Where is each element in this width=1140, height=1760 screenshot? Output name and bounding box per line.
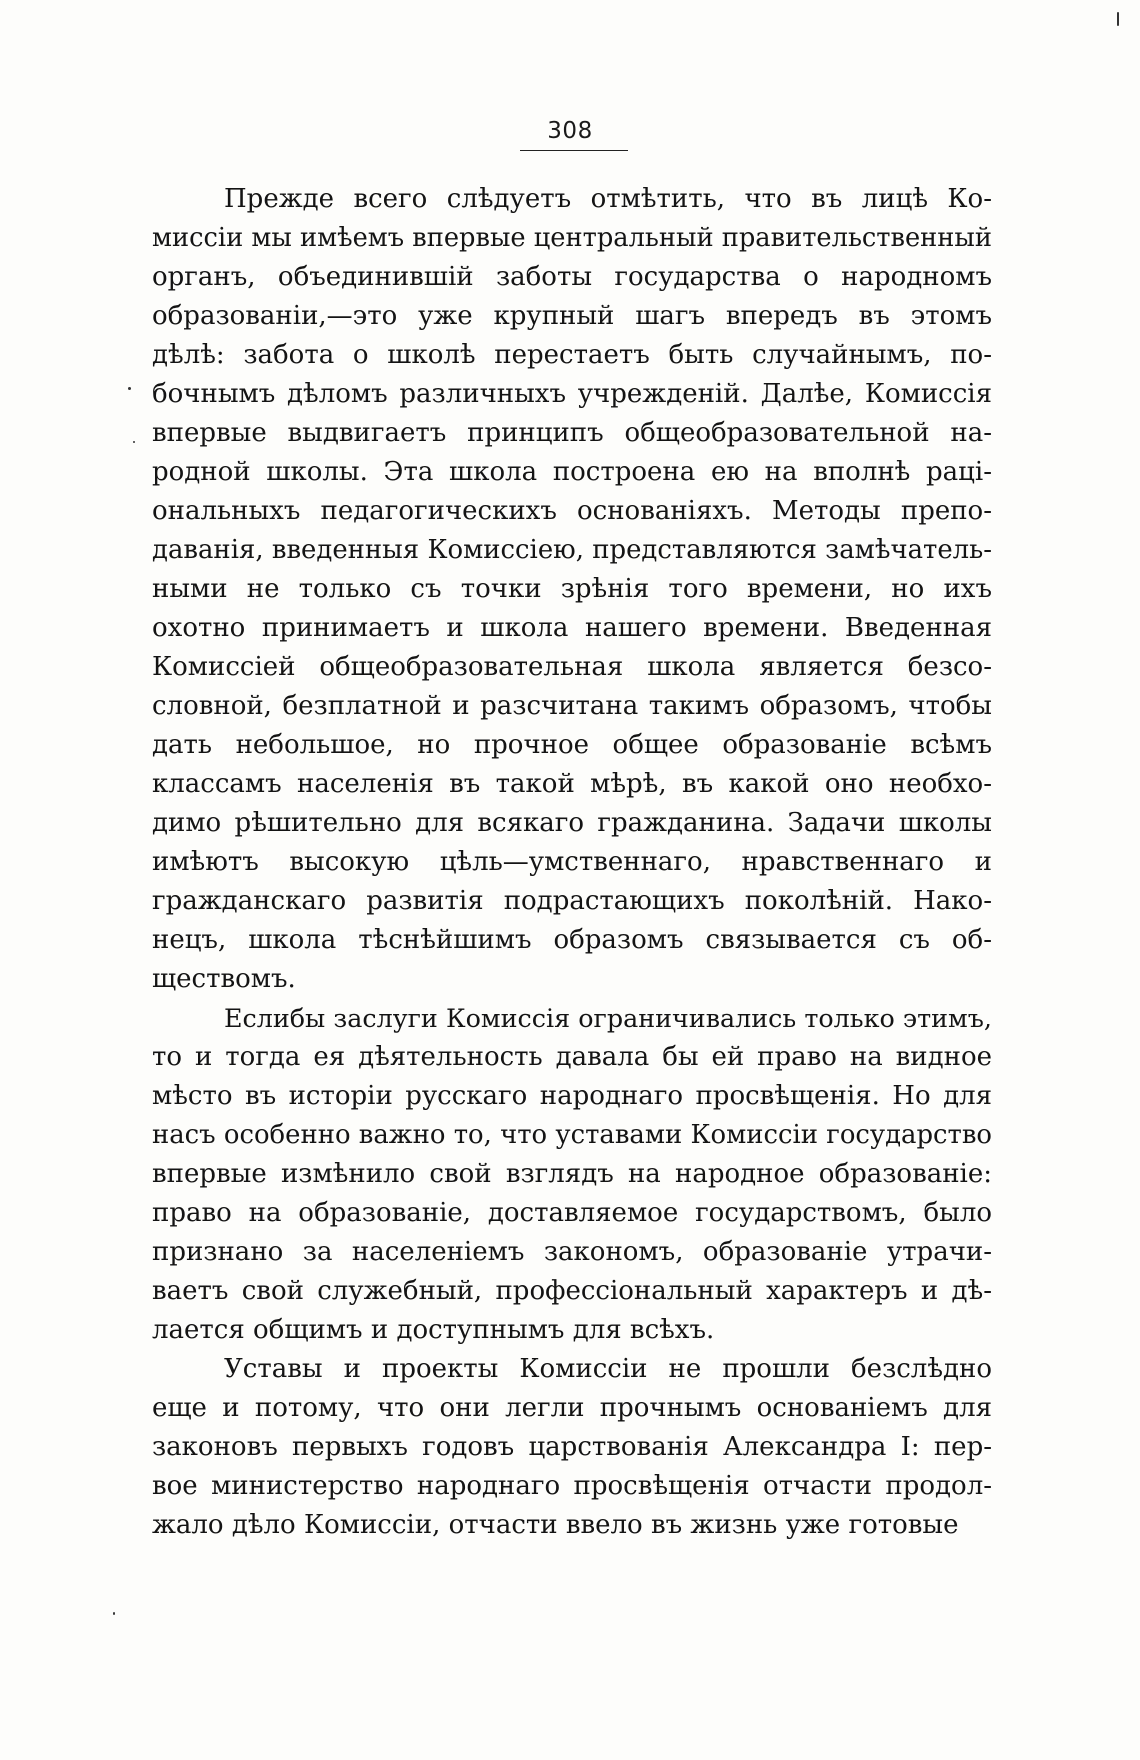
text-line: признано за населеніемъ закономъ, образованіе утрачи- — [152, 1237, 992, 1267]
text-line: димо рѣшительно для всякаго гражданина. Задачи школы — [152, 808, 992, 838]
text-line: ществомъ. — [152, 964, 296, 994]
text-line: охотно принимаетъ и школа нашего времени. Введенная — [152, 613, 992, 643]
text-line: право на образованіе, доставляемое государствомъ, было — [152, 1198, 992, 1228]
text-line: дать небольшое, но прочное общее образованіе всѣмъ — [152, 730, 992, 760]
text-line: ными не только съ точки зрѣнія того времени, но ихъ — [152, 574, 992, 604]
text-line: бочнымъ дѣломъ различныхъ учрежденій. Далѣе, Комиссія — [152, 379, 992, 409]
scan-speck — [133, 441, 135, 443]
text-line: родной школы. Эта школа построена ею на вполнѣ раці- — [152, 457, 992, 487]
text-line: вое министерство народнаго просвѣщенія отчасти продол- — [152, 1471, 992, 1501]
text-line: насъ особенно важно то, что уставами Комиссіи государство — [152, 1120, 992, 1150]
text-line: впервые измѣнило свой взглядъ на народное образованіе: — [152, 1159, 992, 1189]
paragraph — [152, 180, 992, 999]
paragraph — [152, 999, 992, 1350]
text-line: органъ, объединившій заботы государства о народномъ — [152, 262, 992, 292]
text-line: жало дѣло Комиссіи, отчасти ввело въ жизнь уже готовые — [152, 1510, 959, 1540]
text-line: нецъ, школа тѣснѣйшимъ образомъ связывается съ об- — [152, 925, 992, 955]
body-text — [152, 180, 992, 1545]
page-number: 308 — [547, 118, 593, 144]
text-line: классамъ населенія въ такой мѣрѣ, въ какой оно необхо- — [152, 769, 992, 799]
text-line: Уставы и проекты Комиссіи не прошли безслѣдно — [224, 1354, 992, 1384]
text-line: миссіи мы имѣемъ впервые центральный правительственный — [152, 223, 992, 253]
text-line: гражданскаго развитія подрастающихъ поколѣній. Нако- — [152, 886, 992, 916]
text-line: даванія, введенныя Комиссіею, представляются замѣчатель- — [152, 535, 992, 565]
scan-speck — [1117, 12, 1119, 26]
text-line: дѣлѣ: забота о школѣ перестаетъ быть случайнымъ, по- — [152, 340, 992, 370]
text-line: впервые выдвигаетъ принципъ общеобразовательной на- — [152, 418, 992, 448]
text-line: ваетъ свой служебный, профессіональный характеръ и дѣ- — [152, 1276, 992, 1306]
text-line: образованіи,—это уже крупный шагъ впередъ въ этомъ — [152, 301, 992, 331]
text-line: Комиссіей общеобразовательная школа является безсо- — [152, 652, 992, 682]
text-line: имѣютъ высокую цѣль—умственнаго, нравственнаго и — [152, 847, 992, 877]
scan-speck — [128, 387, 131, 390]
text-line: мѣсто въ исторіи русскаго народнаго просвѣщенія. Но для — [152, 1081, 992, 1111]
page-number-rule — [520, 150, 628, 151]
text-line: еще и потому, что они легли прочнымъ основаніемъ для — [152, 1393, 992, 1423]
text-line: то и тогда ея дѣятельность давала бы ей право на видное — [152, 1042, 992, 1072]
text-line: законовъ первыхъ годовъ царствованія Александра I: пер- — [152, 1432, 992, 1462]
text-line: Прежде всего слѣдуетъ отмѣтить, что въ лицѣ Ко- — [224, 184, 992, 214]
text-line: Еслибы заслуги Комиссія ограничивались только этимъ, — [224, 1003, 992, 1033]
paragraph — [152, 1350, 992, 1545]
text-line: ональныхъ педагогическихъ основаніяхъ. Методы препо- — [152, 496, 992, 526]
text-line: словной, безплатной и разсчитана такимъ образомъ, чтобы — [152, 691, 992, 721]
text-line: лается общимъ и доступнымъ для всѣхъ. — [152, 1315, 715, 1345]
scan-speck — [113, 1612, 115, 1615]
